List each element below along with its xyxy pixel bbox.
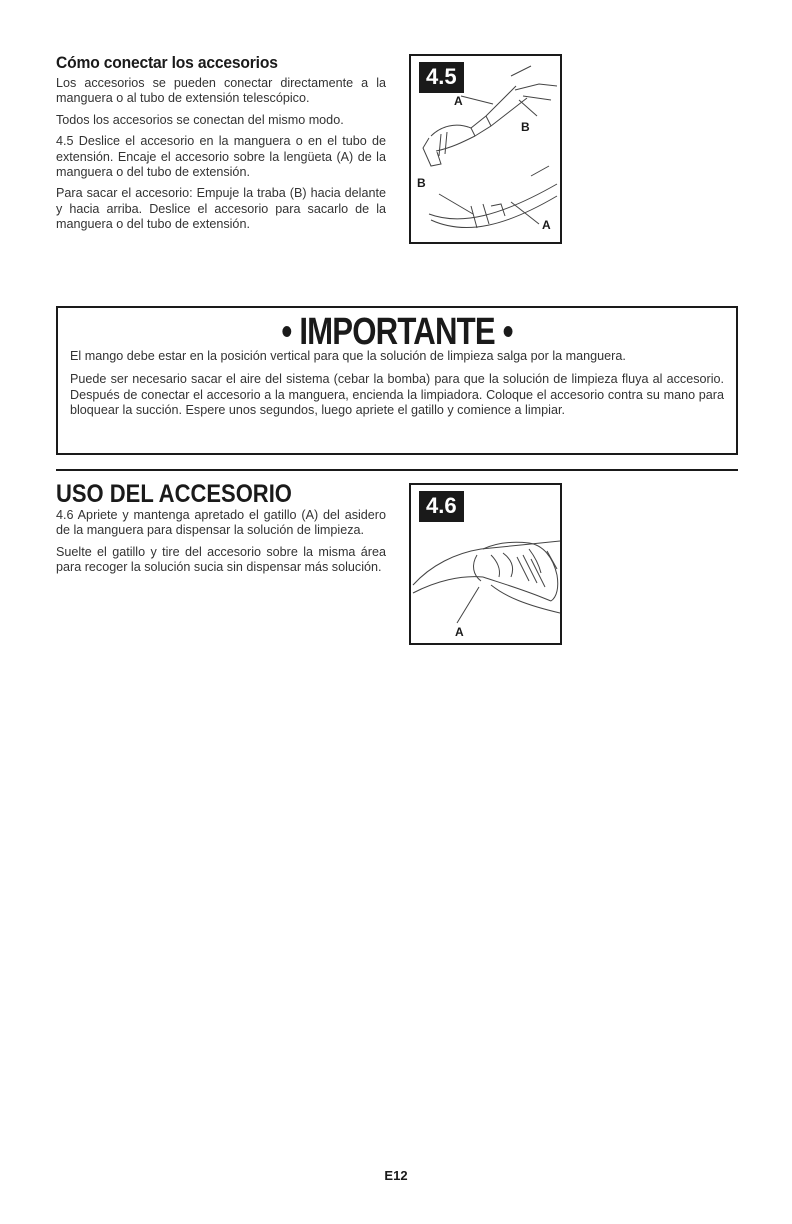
paragraph: Puede ser necesario sacar el aire del sistema (cebar la bomba) para que la solución de limpieza fluya al accesorio. Después de conectar el accesorio a la manguera, encienda la limpiadora. Coloque el accesorio contra su mano para bloquear la succión. Espere unos segundos, luego apriete el gatillo y comience a limpiar. [70,372,724,418]
section-title-accessory-use: USO DEL ACCESORIO [56,480,292,508]
section-use-body [56,508,386,576]
callout-a: A [542,218,551,232]
callout-b: B [417,176,426,190]
figure-4-6 [409,483,562,645]
callout-b: B [521,120,530,134]
section-connect-body [56,76,386,233]
attachment-illustration [411,56,560,242]
section-divider [56,469,738,471]
hose-trigger-illustration [411,485,560,643]
callout-a: A [455,625,464,639]
paragraph: Todos los accesorios se conectan del mismo modo. [56,112,344,127]
figure-label: 4.6 [419,491,464,522]
callout-a: A [454,94,463,108]
paragraph: 4.5 Deslice el accesorio en la manguera o en el tubo de extensión. Encaje el accesorio sobre la lengüeta (A) de la manguera o del tubo de extensión. [56,134,386,180]
figure-4-5 [409,54,562,244]
page-number: E12 [384,1168,408,1183]
figure-label: 4.5 [419,62,464,93]
paragraph: 4.6 Apriete y mantenga apretado el gatillo (A) del asidero de la manguera para dispensar la solución de limpieza. [56,508,386,538]
important-notice [56,306,738,455]
paragraph: Los accesorios se pueden conectar directamente a la manguera o al tubo de extensión telescópico. [56,76,386,106]
paragraph: Suelte el gatillo y tire del accesorio sobre la misma área para recoger la solución sucia sin dispensar más solución. [56,544,386,575]
section-title-connect-accessories: Cómo conectar los accesorios [56,53,278,72]
paragraph: Para sacar el accesorio: Empuje la traba (B) hacia delante y hacia arriba. Deslice el accesorio para sacarlo de la manguera o del tubo de extensión. [56,186,386,232]
paragraph: El mango debe estar en la posición vertical para que la solución de limpieza salga por la manguera. [70,349,626,363]
important-title: • IMPORTANTE • [281,311,513,353]
